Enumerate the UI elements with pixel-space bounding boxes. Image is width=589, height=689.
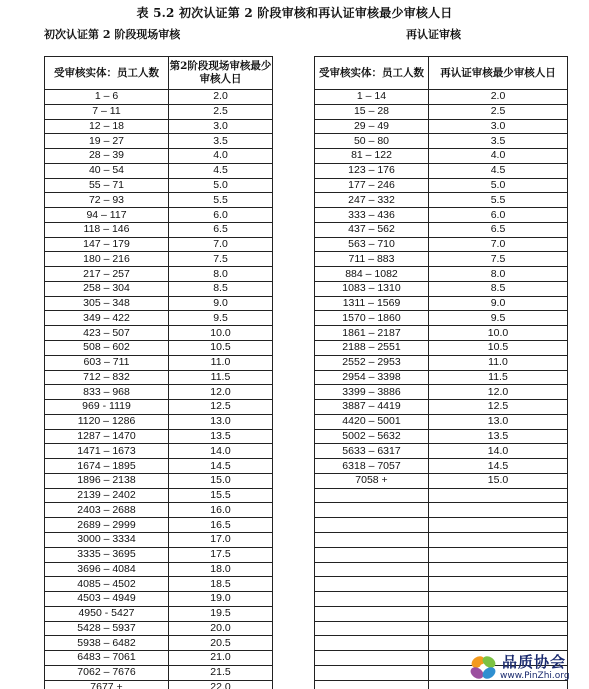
header-employee-count: 受审核实体：员工人数: [45, 57, 169, 90]
audit-days-cell: 8.0: [169, 267, 273, 282]
employee-range-cell: 1674 – 1895: [45, 459, 169, 474]
table-row: [45, 222, 273, 237]
employee-range-cell: 4085 – 4502: [45, 577, 169, 592]
audit-days-cell: 4.5: [429, 163, 568, 178]
audit-days-cell: 14.5: [429, 459, 568, 474]
table-header-row: [45, 57, 273, 90]
employee-range-cell: 1861 – 2187: [315, 326, 429, 341]
audit-days-cell: 9.5: [429, 311, 568, 326]
employee-range-cell: 1896 – 2138: [45, 473, 169, 488]
employee-range-cell: 55 – 71: [45, 178, 169, 193]
audit-days-cell: 14.0: [429, 444, 568, 459]
employee-range-cell: 3000 – 3334: [45, 532, 169, 547]
audit-days-cell: 12.0: [429, 385, 568, 400]
employee-range-cell: 3887 – 4419: [315, 400, 429, 415]
audit-days-cell: 9.0: [429, 296, 568, 311]
table-row: [45, 577, 273, 592]
audit-days-cell: 4.0: [169, 149, 273, 164]
employee-range-cell: 2403 – 2688: [45, 503, 169, 518]
empty-cell: [315, 562, 429, 577]
audit-days-cell: 3.0: [429, 119, 568, 134]
recertification-table: [314, 56, 568, 689]
table-row: [45, 385, 273, 400]
empty-cell: [429, 577, 568, 592]
audit-days-cell: 4.5: [169, 163, 273, 178]
employee-range-cell: 2188 – 2551: [315, 341, 429, 356]
audit-days-cell: 7.5: [429, 252, 568, 267]
table-row: [315, 444, 568, 459]
flower-logo-icon: [468, 652, 498, 682]
audit-days-cell: 22.0: [169, 680, 273, 689]
empty-cell: [429, 532, 568, 547]
table-row: [315, 104, 568, 119]
audit-days-cell: 11.5: [169, 370, 273, 385]
employee-range-cell: 508 – 602: [45, 341, 169, 356]
table-row: [45, 104, 273, 119]
employee-range-cell: 5938 – 6482: [45, 636, 169, 651]
watermark-logo: [468, 650, 584, 686]
table-row: [45, 370, 273, 385]
audit-days-cell: 7.5: [169, 252, 273, 267]
employee-range-cell: 4420 – 5001: [315, 414, 429, 429]
empty-cell: [315, 680, 429, 689]
audit-days-cell: 13.5: [429, 429, 568, 444]
audit-days-cell: 2.0: [429, 90, 568, 105]
employee-range-cell: 72 – 93: [45, 193, 169, 208]
empty-cell: [315, 503, 429, 518]
table-row: [45, 473, 273, 488]
audit-days-cell: 15.5: [169, 488, 273, 503]
table-row: [45, 414, 273, 429]
audit-days-cell: 5.0: [429, 178, 568, 193]
audit-days-cell: 21.5: [169, 665, 273, 680]
employee-range-cell: 833 – 968: [45, 385, 169, 400]
table-row: [45, 193, 273, 208]
empty-cell: [429, 592, 568, 607]
empty-cell: [429, 488, 568, 503]
table-row: [315, 326, 568, 341]
employee-range-cell: 3335 – 3695: [45, 547, 169, 562]
table-row: [45, 119, 273, 134]
table-row: [45, 503, 273, 518]
audit-days-cell: 13.0: [429, 414, 568, 429]
empty-table-row: [315, 636, 568, 651]
employee-range-cell: 5002 – 5632: [315, 429, 429, 444]
header-employee-count: 受审核实体：员工人数: [315, 57, 429, 90]
empty-cell: [315, 636, 429, 651]
employee-range-cell: 94 – 117: [45, 208, 169, 223]
employee-range-cell: 437 – 562: [315, 222, 429, 237]
table-row: [315, 311, 568, 326]
audit-days-cell: 6.0: [429, 208, 568, 223]
table-row: [315, 385, 568, 400]
employee-range-cell: 711 – 883: [315, 252, 429, 267]
table-row: [45, 459, 273, 474]
employee-range-cell: 333 – 436: [315, 208, 429, 223]
employee-range-cell: 969 - 1119: [45, 400, 169, 415]
employee-range-cell: 40 – 54: [45, 163, 169, 178]
audit-days-cell: 8.5: [429, 281, 568, 296]
employee-range-cell: 50 – 80: [315, 134, 429, 149]
empty-cell: [429, 547, 568, 562]
empty-cell: [315, 665, 429, 680]
table-row: [315, 355, 568, 370]
empty-cell: [315, 577, 429, 592]
employee-range-cell: 1311 – 1569: [315, 296, 429, 311]
table-row: [45, 296, 273, 311]
table-row: [315, 119, 568, 134]
employee-range-cell: 603 – 711: [45, 355, 169, 370]
table-row: [315, 267, 568, 282]
table-row: [315, 400, 568, 415]
audit-days-cell: 9.5: [169, 311, 273, 326]
left-table-subtitle: 初次认证第 2 阶段现场审核: [44, 28, 181, 41]
empty-cell: [315, 488, 429, 503]
table-row: [45, 90, 273, 105]
table-row: [45, 547, 273, 562]
employee-range-cell: 423 – 507: [45, 326, 169, 341]
table-row: [45, 488, 273, 503]
table-title: 表 5.2 初次认证第 2 阶段审核和再认证审核最少审核人日: [136, 6, 453, 20]
audit-days-cell: 12.5: [429, 400, 568, 415]
table-row: [45, 311, 273, 326]
empty-cell: [315, 621, 429, 636]
employee-range-cell: 258 – 304: [45, 281, 169, 296]
employee-range-cell: 4950 - 5427: [45, 606, 169, 621]
audit-days-cell: 8.5: [169, 281, 273, 296]
audit-days-cell: 6.0: [169, 208, 273, 223]
table-row: [45, 163, 273, 178]
header-audit-days: 再认证审核最少审核人日: [429, 57, 568, 90]
audit-days-cell: 20.5: [169, 636, 273, 651]
audit-days-cell: 2.0: [169, 90, 273, 105]
employee-range-cell: 1471 – 1673: [45, 444, 169, 459]
table-row: [45, 444, 273, 459]
watermark-url: www.PinZhi.org: [500, 671, 570, 681]
table-row: [315, 178, 568, 193]
audit-days-cell: 21.0: [169, 651, 273, 666]
employee-range-cell: 1 – 6: [45, 90, 169, 105]
employee-range-cell: 3399 – 3886: [315, 385, 429, 400]
audit-days-cell: 10.5: [429, 341, 568, 356]
employee-range-cell: 6318 – 7057: [315, 459, 429, 474]
audit-days-cell: 6.5: [169, 222, 273, 237]
table-row: [45, 665, 273, 680]
empty-cell: [429, 621, 568, 636]
employee-range-cell: 217 – 257: [45, 267, 169, 282]
table-row: [45, 592, 273, 607]
audit-days-cell: 8.0: [429, 267, 568, 282]
employee-range-cell: 2139 – 2402: [45, 488, 169, 503]
table-row: [45, 134, 273, 149]
table-row: [45, 355, 273, 370]
audit-days-cell: 19.5: [169, 606, 273, 621]
employee-range-cell: 5428 – 5937: [45, 621, 169, 636]
audit-days-cell: 11.5: [429, 370, 568, 385]
table-row: [45, 237, 273, 252]
employee-range-cell: 2954 – 3398: [315, 370, 429, 385]
table-row: [45, 636, 273, 651]
table-row: [315, 208, 568, 223]
audit-days-cell: 10.5: [169, 341, 273, 356]
empty-table-row: [315, 592, 568, 607]
audit-days-cell: 9.0: [169, 296, 273, 311]
employee-range-cell: 884 – 1082: [315, 267, 429, 282]
audit-days-cell: 4.0: [429, 149, 568, 164]
audit-days-cell: 7.0: [429, 237, 568, 252]
table-row: [45, 326, 273, 341]
employee-range-cell: 563 – 710: [315, 237, 429, 252]
employee-range-cell: 7 – 11: [45, 104, 169, 119]
empty-cell: [429, 606, 568, 621]
employee-range-cell: 180 – 216: [45, 252, 169, 267]
empty-table-row: [315, 518, 568, 533]
employee-range-cell: 2689 – 2999: [45, 518, 169, 533]
audit-days-cell: 5.0: [169, 178, 273, 193]
table-row: [45, 518, 273, 533]
table-row: [45, 562, 273, 577]
table-row: [315, 370, 568, 385]
empty-cell: [315, 651, 429, 666]
employee-range-cell: 1 – 14: [315, 90, 429, 105]
audit-days-cell: 12.0: [169, 385, 273, 400]
table-row: [45, 400, 273, 415]
empty-table-row: [315, 562, 568, 577]
empty-cell: [429, 636, 568, 651]
audit-days-cell: 14.5: [169, 459, 273, 474]
employee-range-cell: 15 – 28: [315, 104, 429, 119]
table-row: [45, 178, 273, 193]
employee-range-cell: 28 – 39: [45, 149, 169, 164]
audit-days-cell: 18.0: [169, 562, 273, 577]
audit-days-cell: 14.0: [169, 444, 273, 459]
employee-range-cell: 177 – 246: [315, 178, 429, 193]
table-row: [315, 281, 568, 296]
empty-cell: [315, 532, 429, 547]
employee-range-cell: 19 – 27: [45, 134, 169, 149]
audit-days-cell: 3.5: [429, 134, 568, 149]
table-row: [45, 281, 273, 296]
employee-range-cell: 1083 – 1310: [315, 281, 429, 296]
audit-days-cell: 16.5: [169, 518, 273, 533]
employee-range-cell: 5633 – 6317: [315, 444, 429, 459]
table-row: [315, 134, 568, 149]
employee-range-cell: 118 – 146: [45, 222, 169, 237]
employee-range-cell: 1120 – 1286: [45, 414, 169, 429]
table-row: [315, 193, 568, 208]
audit-days-cell: 3.0: [169, 119, 273, 134]
audit-days-cell: 13.0: [169, 414, 273, 429]
audit-days-cell: 3.5: [169, 134, 273, 149]
audit-days-cell: 10.0: [169, 326, 273, 341]
audit-days-cell: 5.5: [169, 193, 273, 208]
table-row: [45, 651, 273, 666]
table-row: [45, 621, 273, 636]
table-row: [315, 149, 568, 164]
watermark-brand: 品质协会: [502, 653, 567, 671]
table-row: [45, 606, 273, 621]
audit-days-cell: 2.5: [169, 104, 273, 119]
audit-days-cell: 5.5: [429, 193, 568, 208]
table-row: [315, 414, 568, 429]
table-row: [45, 341, 273, 356]
initial-certification-table: [44, 56, 273, 689]
table-row: [315, 90, 568, 105]
employee-range-cell: 3696 – 4084: [45, 562, 169, 577]
employee-range-cell: 1570 – 1860: [315, 311, 429, 326]
table-row: [315, 429, 568, 444]
table-row: [45, 429, 273, 444]
employee-range-cell: 712 – 832: [45, 370, 169, 385]
table-row: [45, 267, 273, 282]
table-row: [45, 208, 273, 223]
audit-days-cell: 6.5: [429, 222, 568, 237]
table-row: [315, 163, 568, 178]
table-row: [315, 222, 568, 237]
empty-table-row: [315, 488, 568, 503]
table-row: [315, 473, 568, 488]
table-row: [315, 341, 568, 356]
employee-range-cell: 123 – 176: [315, 163, 429, 178]
employee-range-cell: 4503 – 4949: [45, 592, 169, 607]
empty-cell: [429, 503, 568, 518]
table-row: [45, 252, 273, 267]
employee-range-cell: 29 – 49: [315, 119, 429, 134]
empty-cell: [315, 518, 429, 533]
table-row: [45, 532, 273, 547]
employee-range-cell: 7058 +: [315, 473, 429, 488]
right-table-subtitle: 再认证审核: [406, 28, 461, 41]
employee-range-cell: 7677 +: [45, 680, 169, 689]
empty-cell: [315, 547, 429, 562]
employee-range-cell: 2552 – 2953: [315, 355, 429, 370]
employee-range-cell: 12 – 18: [45, 119, 169, 134]
employee-range-cell: 7062 – 7676: [45, 665, 169, 680]
audit-days-cell: 2.5: [429, 104, 568, 119]
audit-days-cell: 15.0: [169, 473, 273, 488]
employee-range-cell: 1287 – 1470: [45, 429, 169, 444]
employee-range-cell: 81 – 122: [315, 149, 429, 164]
audit-days-cell: 18.5: [169, 577, 273, 592]
employee-range-cell: 6483 – 7061: [45, 651, 169, 666]
table-row: [45, 149, 273, 164]
table-header-row: [315, 57, 568, 90]
empty-cell: [315, 592, 429, 607]
empty-table-row: [315, 606, 568, 621]
header-audit-days: 第2阶段现场审核最少审核人日: [169, 57, 273, 90]
employee-range-cell: 147 – 179: [45, 237, 169, 252]
audit-days-cell: 17.5: [169, 547, 273, 562]
empty-table-row: [315, 621, 568, 636]
audit-days-cell: 11.0: [169, 355, 273, 370]
audit-days-cell: 20.0: [169, 621, 273, 636]
empty-table-row: [315, 532, 568, 547]
employee-range-cell: 305 – 348: [45, 296, 169, 311]
audit-days-cell: 16.0: [169, 503, 273, 518]
audit-days-cell: 10.0: [429, 326, 568, 341]
table-row: [315, 237, 568, 252]
empty-table-row: [315, 503, 568, 518]
table-row: [45, 680, 273, 689]
empty-cell: [429, 562, 568, 577]
employee-range-cell: 247 – 332: [315, 193, 429, 208]
empty-cell: [315, 606, 429, 621]
empty-cell: [429, 518, 568, 533]
empty-table-row: [315, 577, 568, 592]
audit-days-cell: 11.0: [429, 355, 568, 370]
table-row: [315, 296, 568, 311]
table-row: [315, 252, 568, 267]
employee-range-cell: 349 – 422: [45, 311, 169, 326]
empty-table-row: [315, 547, 568, 562]
audit-days-cell: 13.5: [169, 429, 273, 444]
audit-days-cell: 12.5: [169, 400, 273, 415]
audit-days-cell: 7.0: [169, 237, 273, 252]
table-row: [315, 459, 568, 474]
audit-days-cell: 17.0: [169, 532, 273, 547]
audit-days-cell: 15.0: [429, 473, 568, 488]
audit-days-cell: 19.0: [169, 592, 273, 607]
